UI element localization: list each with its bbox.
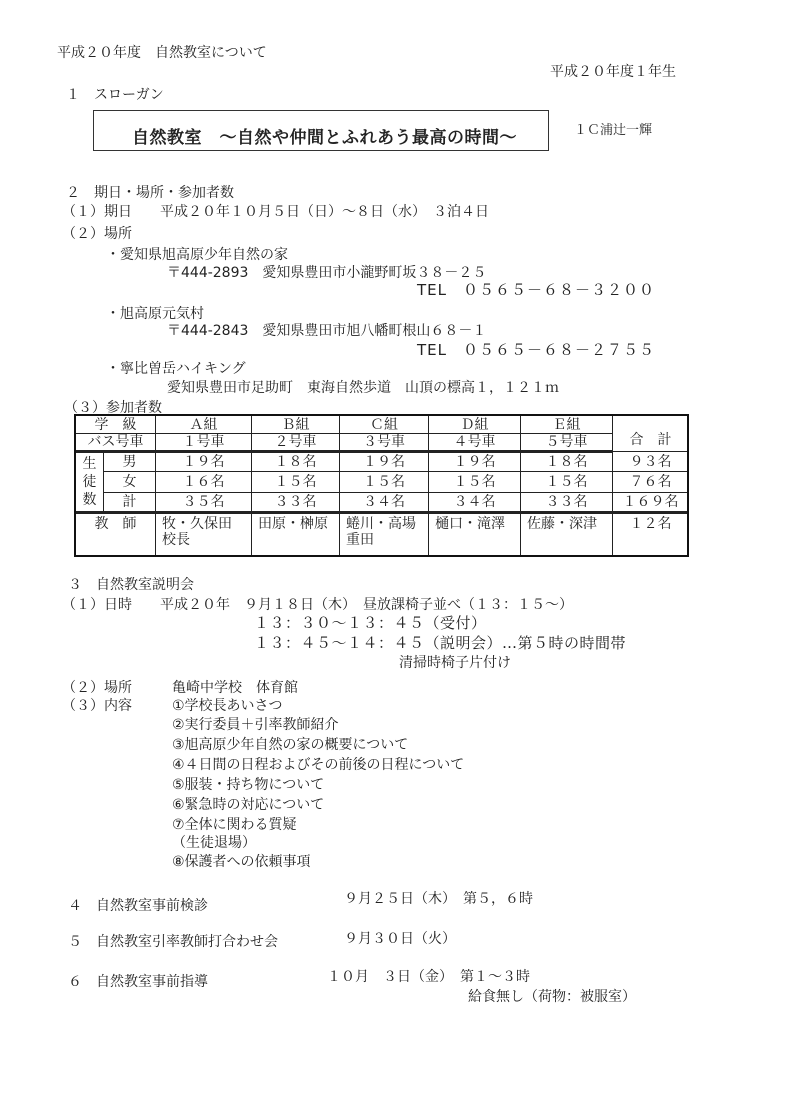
boys-a: １９名 <box>156 452 252 472</box>
bus-e: ５号車 <box>521 434 613 452</box>
section-4-value: ９月２５日（木） 第５，６時 <box>344 891 533 907</box>
section-2-heading: ２ 期日・場所・参加者数 <box>66 185 234 201</box>
content-item: ②実行委員＋引率教師紹介 <box>172 717 339 733</box>
girls-d: １５名 <box>429 472 521 492</box>
teachers-a <box>156 512 252 555</box>
briefing-place-value: 亀崎中学校 体育館 <box>172 680 298 696</box>
girls-c: １５名 <box>340 472 429 492</box>
teachers-d <box>429 512 521 555</box>
slogan-author: １Ｃ浦辻一輝 <box>574 123 653 138</box>
sum-a: ３５名 <box>156 492 252 512</box>
sum-e: ３３名 <box>521 492 613 512</box>
bus-a: １号車 <box>156 434 252 452</box>
briefing-date: （１）日時 平成２０年 ９月１８日（木） 昼放課椅子並べ（１３：１５～） <box>62 597 573 613</box>
place-2-tel: TEL ０５６５－６８－２７５５ <box>417 341 655 359</box>
teachers-b-line1: 田原・榊原 <box>258 515 328 532</box>
bus-d: ４号車 <box>429 434 521 452</box>
section-6-label: ６ 自然教室事前指導 <box>68 974 208 990</box>
content-item: ①学校長あいさつ <box>172 698 283 714</box>
sum-d: ３４名 <box>429 492 521 512</box>
slogan-text: 自然教室 ～自然や仲間とふれあう最高の時間～ <box>132 128 517 148</box>
place-2-name: ・旭高原元気村 <box>106 306 204 322</box>
class-a: Ａ組 <box>156 416 252 434</box>
section-6-value: １０月 ３日（金） 第１～３時 <box>327 969 530 985</box>
slogan-box <box>93 110 549 151</box>
header-sum: 計 <box>104 492 156 512</box>
section-5-label: ５ 自然教室引率教師打合わせ会 <box>68 934 278 950</box>
participants-table <box>75 415 689 556</box>
place-1-address: 〒444-2893 愛知県豊田市小瀧野町坂３８－２５ <box>167 265 487 281</box>
header-boys: 男 <box>104 452 156 472</box>
teachers-c-line2: 重田 <box>346 531 374 548</box>
header-class: 学 級 <box>76 416 156 434</box>
teachers-c <box>340 512 429 555</box>
content-item: ⑧保護者への依頼事項 <box>172 854 311 870</box>
header-bus: バス号車 <box>76 434 156 452</box>
teachers-b <box>252 512 340 555</box>
boys-b: １８名 <box>252 452 340 472</box>
header-students <box>76 452 104 512</box>
section-1-heading: １ スローガン <box>66 87 164 103</box>
places-heading: （２）場所 <box>62 226 132 242</box>
content-item: ⑥緊急時の対応について <box>172 797 325 813</box>
document-title: 平成２０年度 自然教室について <box>57 45 267 61</box>
section-5-value: ９月３０日（火） <box>344 931 456 947</box>
header-students-text: 生徒数 <box>82 455 97 509</box>
event-dates: （１）期日 平成２０年１０月５日（日）～８日（水） ３泊４日 <box>62 204 489 220</box>
content-item: ③旭高原少年自然の家の概要について <box>172 737 409 753</box>
teachers-total: １２名 <box>613 512 689 555</box>
teachers-a-line1: 牧・久保田 <box>162 515 232 532</box>
class-d: Ｄ組 <box>429 416 521 434</box>
teachers-c-line1: 蜷川・高場 <box>346 515 416 532</box>
section-3-heading: ３ 自然教室説明会 <box>68 577 194 593</box>
content-item: ⑦全体に関わる質疑 <box>172 817 297 833</box>
place-1-tel: TEL ０５６５－６８－３２００ <box>417 281 655 299</box>
header-teachers: 教 師 <box>76 512 156 555</box>
sum-c: ３４名 <box>340 492 429 512</box>
bus-b: ２号車 <box>252 434 340 452</box>
class-b: Ｂ組 <box>252 416 340 434</box>
girls-e: １５名 <box>521 472 613 492</box>
teachers-d-line1: 樋口・滝澤 <box>435 515 505 532</box>
briefing-place-label: （２）場所 <box>62 680 132 696</box>
boys-c: １９名 <box>340 452 429 472</box>
teachers-e <box>521 512 613 555</box>
section-6-note: 給食無し（荷物：被服室） <box>468 989 636 1005</box>
girls-b: １５名 <box>252 472 340 492</box>
teachers-a-line2: 校長 <box>162 531 190 548</box>
content-item: （生徒退場） <box>172 835 256 851</box>
briefing-time-3: 清掃時椅子片付け <box>399 655 511 671</box>
girls-total: ７６名 <box>613 472 689 492</box>
boys-d: １９名 <box>429 452 521 472</box>
sum-b: ３３名 <box>252 492 340 512</box>
briefing-time-2: １３：４５～１４：４５（説明会）…第５時の時間帯 <box>254 634 627 652</box>
class-e: Ｅ組 <box>521 416 613 434</box>
teachers-e-line1: 佐藤・深津 <box>527 515 597 532</box>
place-3-address: 愛知県豊田市足助町 東海自然歩道 山頂の標高１，１２１ｍ <box>167 380 559 396</box>
grade-label: 平成２０年度１年生 <box>550 64 676 80</box>
place-1-name: ・愛知県旭高原少年自然の家 <box>106 247 288 263</box>
girls-a: １６名 <box>156 472 252 492</box>
sum-total: １６９名 <box>613 492 689 512</box>
place-3-name: ・寧比曽岳ハイキング <box>106 361 246 377</box>
participants-heading: （３）参加者数 <box>64 400 162 416</box>
boys-e: １８名 <box>521 452 613 472</box>
class-c: Ｃ組 <box>340 416 429 434</box>
header-girls: 女 <box>104 472 156 492</box>
content-item: ⑤服装・持ち物について <box>172 777 325 793</box>
boys-total: ９３名 <box>613 452 689 472</box>
bus-c: ３号車 <box>340 434 429 452</box>
briefing-content-label: （３）内容 <box>62 698 132 714</box>
briefing-time-1: １３：３０～１３：４５（受付） <box>254 614 487 632</box>
section-4-label: ４ 自然教室事前検診 <box>68 898 208 914</box>
place-2-address: 〒444-2843 愛知県豊田市旭八幡町根山６８－１ <box>167 323 487 339</box>
content-item: ④４日間の日程およびその前後の日程について <box>172 757 465 773</box>
header-total: 合 計 <box>613 416 689 452</box>
